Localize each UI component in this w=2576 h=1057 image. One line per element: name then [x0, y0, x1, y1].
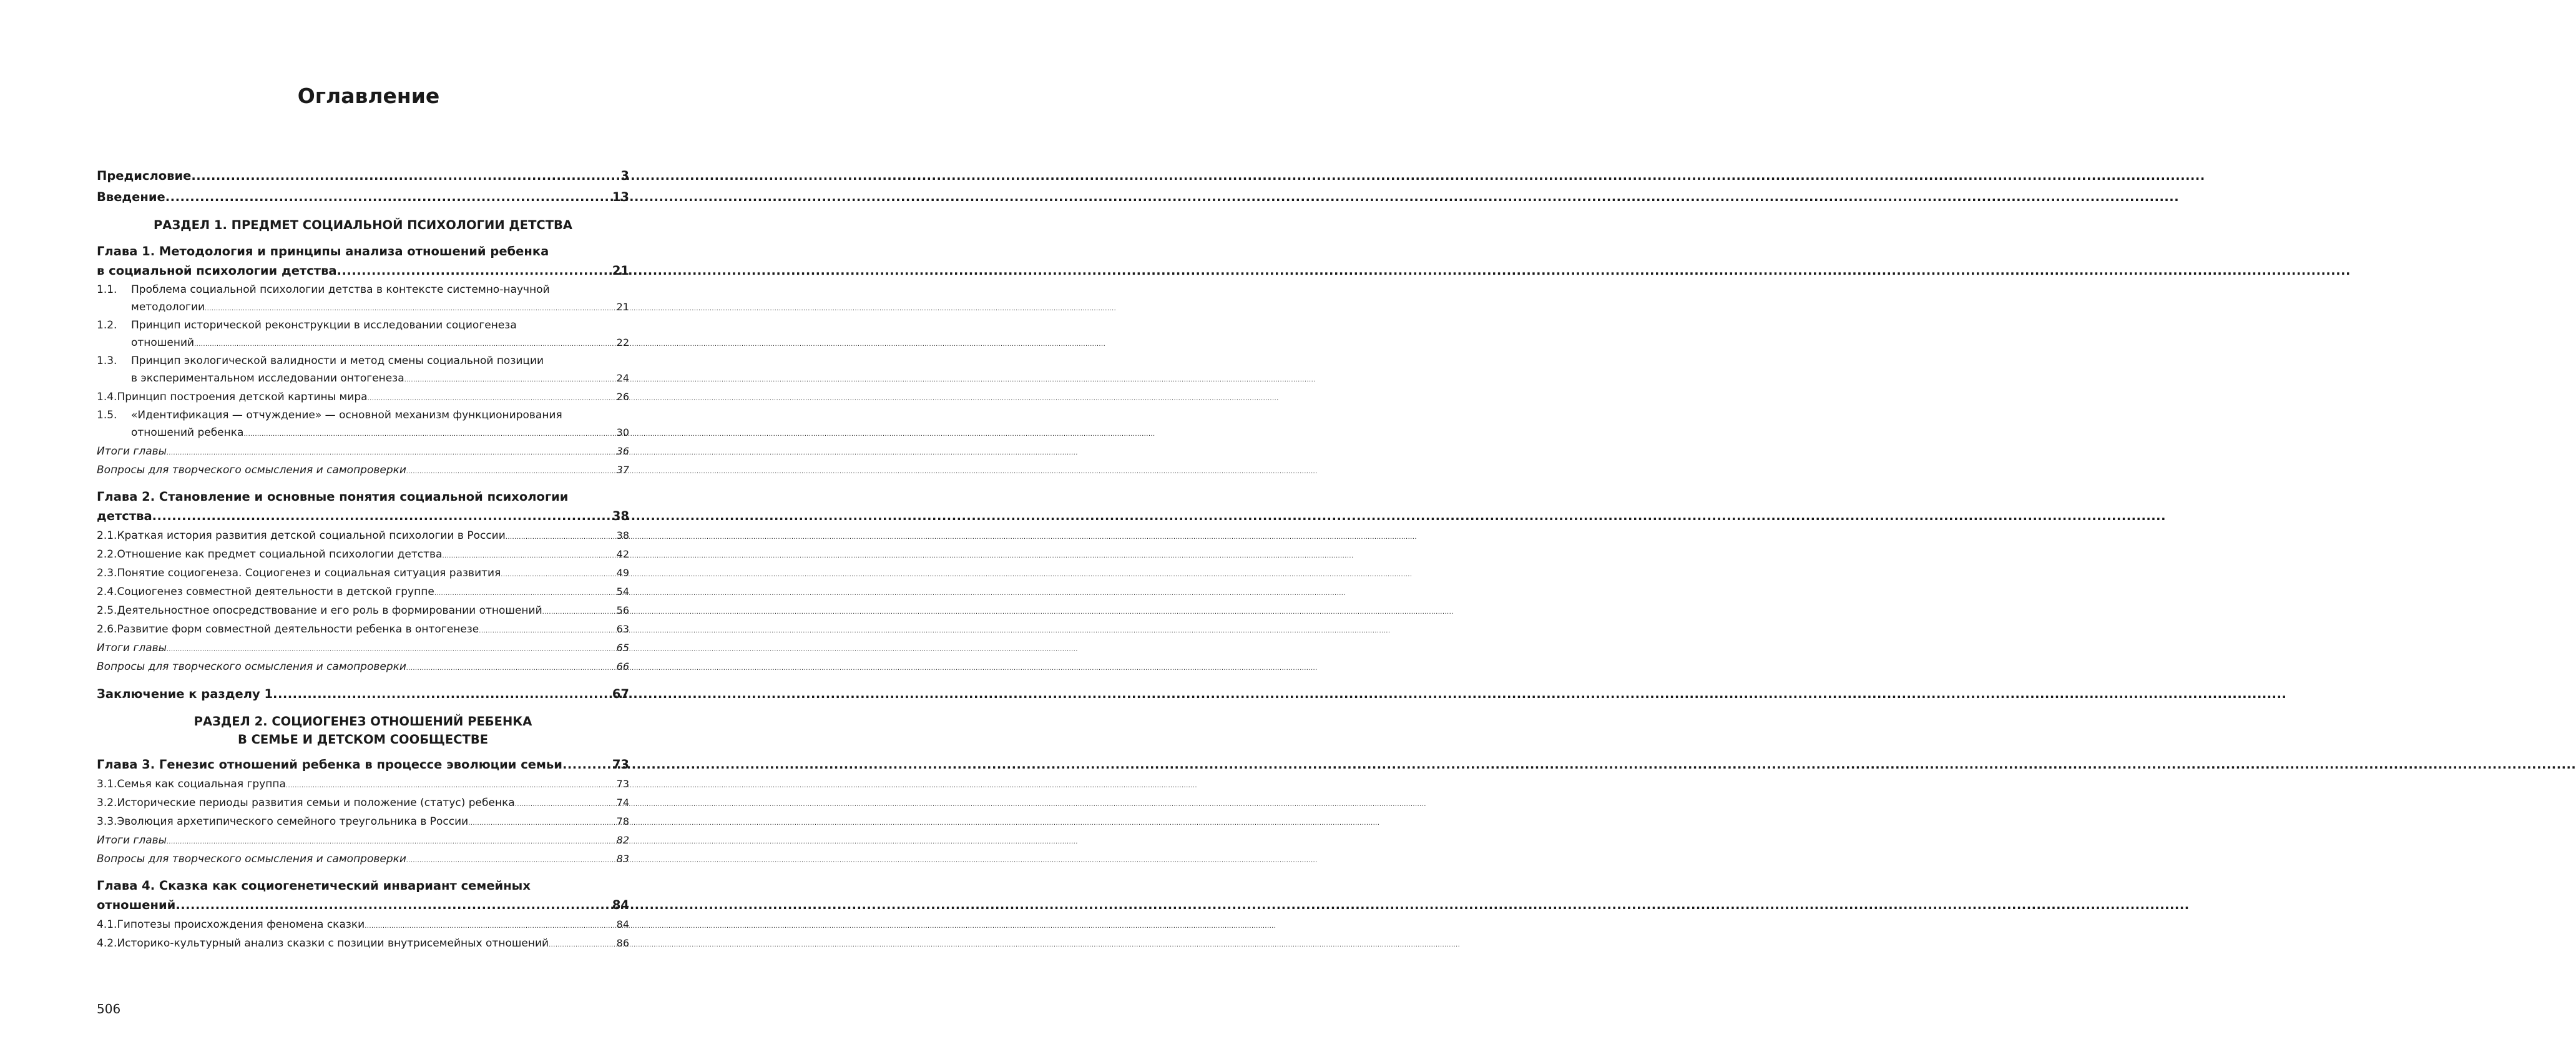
toc-entry-1-2[interactable]: 1.2. Принцип исторической реконструкции в исследовании социогенеза отношений ..... 22 [97, 317, 629, 353]
toc-entry-4-2[interactable]: 4.2. Историко-культурный анализ сказки с позиции внутрисемейных отношений ..... 86 [97, 935, 629, 953]
section-2-heading-line-1: РАЗДЕЛ 2. СОЦИОГЕНЕЗ ОТНОШЕНИЙ РЕБЕНКА [193, 714, 532, 729]
toc-entry-3-2[interactable]: 3.2. Исторические периоды развития семьи и положение (статус) ребенка ..... 74 [97, 794, 629, 813]
toc-entry-1-1[interactable]: 1.1. Проблема социальной психологии детства в контексте системно-научной методологии ..... 21 [97, 282, 629, 317]
toc-entry-preface[interactable]: Предисловие ..... 3 [97, 166, 629, 185]
table-of-contents [97, 166, 629, 953]
toc-entry-4-1[interactable]: 4.1. Гипотезы происхождения феномена сказки ..... 84 [97, 916, 629, 935]
toc-entry-3-1[interactable]: 3.1. Семья как социальная группа ..... 73 [97, 775, 629, 794]
toc-entry-ch2-summary[interactable]: Итоги главы ..... 65 [97, 639, 629, 658]
section-1-heading: РАЗДЕЛ 1. ПРЕДМЕТ СОЦИАЛЬНОЙ ПСИХОЛОГИИ ДЕТСТВА [154, 218, 572, 232]
toc-entry-ch3-questions[interactable]: Вопросы для творческого осмысления и самопроверки ..... 83 [97, 850, 629, 869]
toc-entry-2-2[interactable]: 2.2. Отношение как предмет социальной психологии детства ..... 42 [97, 546, 629, 564]
toc-entry-1-3[interactable]: 1.3. Принцип экологической валидности и метод смены социальной позиции в экспериментальном исследовании онтогенеза ..... 24 [97, 353, 629, 388]
chapter-3-title[interactable]: Глава 3. Генезис отношений ребенка в процессе эволюции семьи ..... 73 [97, 755, 629, 774]
toc-entry-2-4[interactable]: 2.4. Социогенез совместной деятельности в детской группе ..... 54 [97, 583, 629, 602]
toc-entry-2-1[interactable]: 2.1. Краткая история развития детской социальной психологии в России ..... 38 [97, 527, 629, 546]
chapter-2-title[interactable]: Глава 2. Становление и основные понятия социальной психологии [97, 489, 569, 504]
toc-entry-3-3[interactable]: 3.3. Эволюция архетипического семейного треугольника в России ..... 78 [97, 813, 629, 832]
chapter-1-title[interactable]: Глава 1. Методология и принципы анализа отношений ребенка [97, 244, 549, 258]
section-2-heading-line-2: В СЕМЬЕ И ДЕТСКОМ СООБЩЕСТВЕ [237, 732, 489, 747]
toc-entry-ch1-questions[interactable]: Вопросы для творческого осмысления и самопроверки ..... 37 [97, 461, 629, 480]
page-number: 506 [97, 1001, 121, 1016]
toc-entry-ch3-summary[interactable]: Итоги главы ..... 82 [97, 832, 629, 850]
toc-entry-section-1-conclusion[interactable]: Заключение к разделу 1 ..... 67 [97, 684, 629, 704]
toc-entry-introduction[interactable]: Введение ..... 13 [97, 187, 629, 207]
chapter-1-title-end[interactable]: в социальной психологии детства ..... 21 [97, 261, 629, 280]
toc-entry-1-5[interactable]: 1.5. «Идентификация — отчуждение» — основной механизм функционирования отношений ребенка ..... 30 [97, 407, 629, 443]
page-title: Оглавление [297, 84, 440, 108]
toc-entry-2-3[interactable]: 2.3. Понятие социогенеза. Социогенез и социальная ситуация развития ..... 49 [97, 564, 629, 583]
chapter-4-title[interactable]: Глава 4. Сказка как социогенетический инвариант семейных [97, 878, 531, 893]
section-2-heading [97, 712, 629, 749]
chapter-4-title-end[interactable]: отношений ..... 84 [97, 895, 629, 915]
toc-entry-ch2-questions[interactable]: Вопросы для творческого осмысления и самопроверки ..... 66 [97, 658, 629, 677]
toc-entry-ch1-summary[interactable]: Итоги главы ..... 36 [97, 443, 629, 461]
chapter-2-title-end[interactable]: детства ..... 38 [97, 506, 629, 526]
toc-entry-1-4[interactable]: 1.4. Принцип построения детской картины мира ..... 26 [97, 388, 629, 407]
toc-entry-2-6[interactable]: 2.6. Развитие форм совместной деятельности ребенка в онтогенезе ..... 63 [97, 621, 629, 639]
toc-entry-2-5[interactable]: 2.5. Деятельностное опосредствование и его роль в формировании отношений ..... 56 [97, 602, 629, 621]
